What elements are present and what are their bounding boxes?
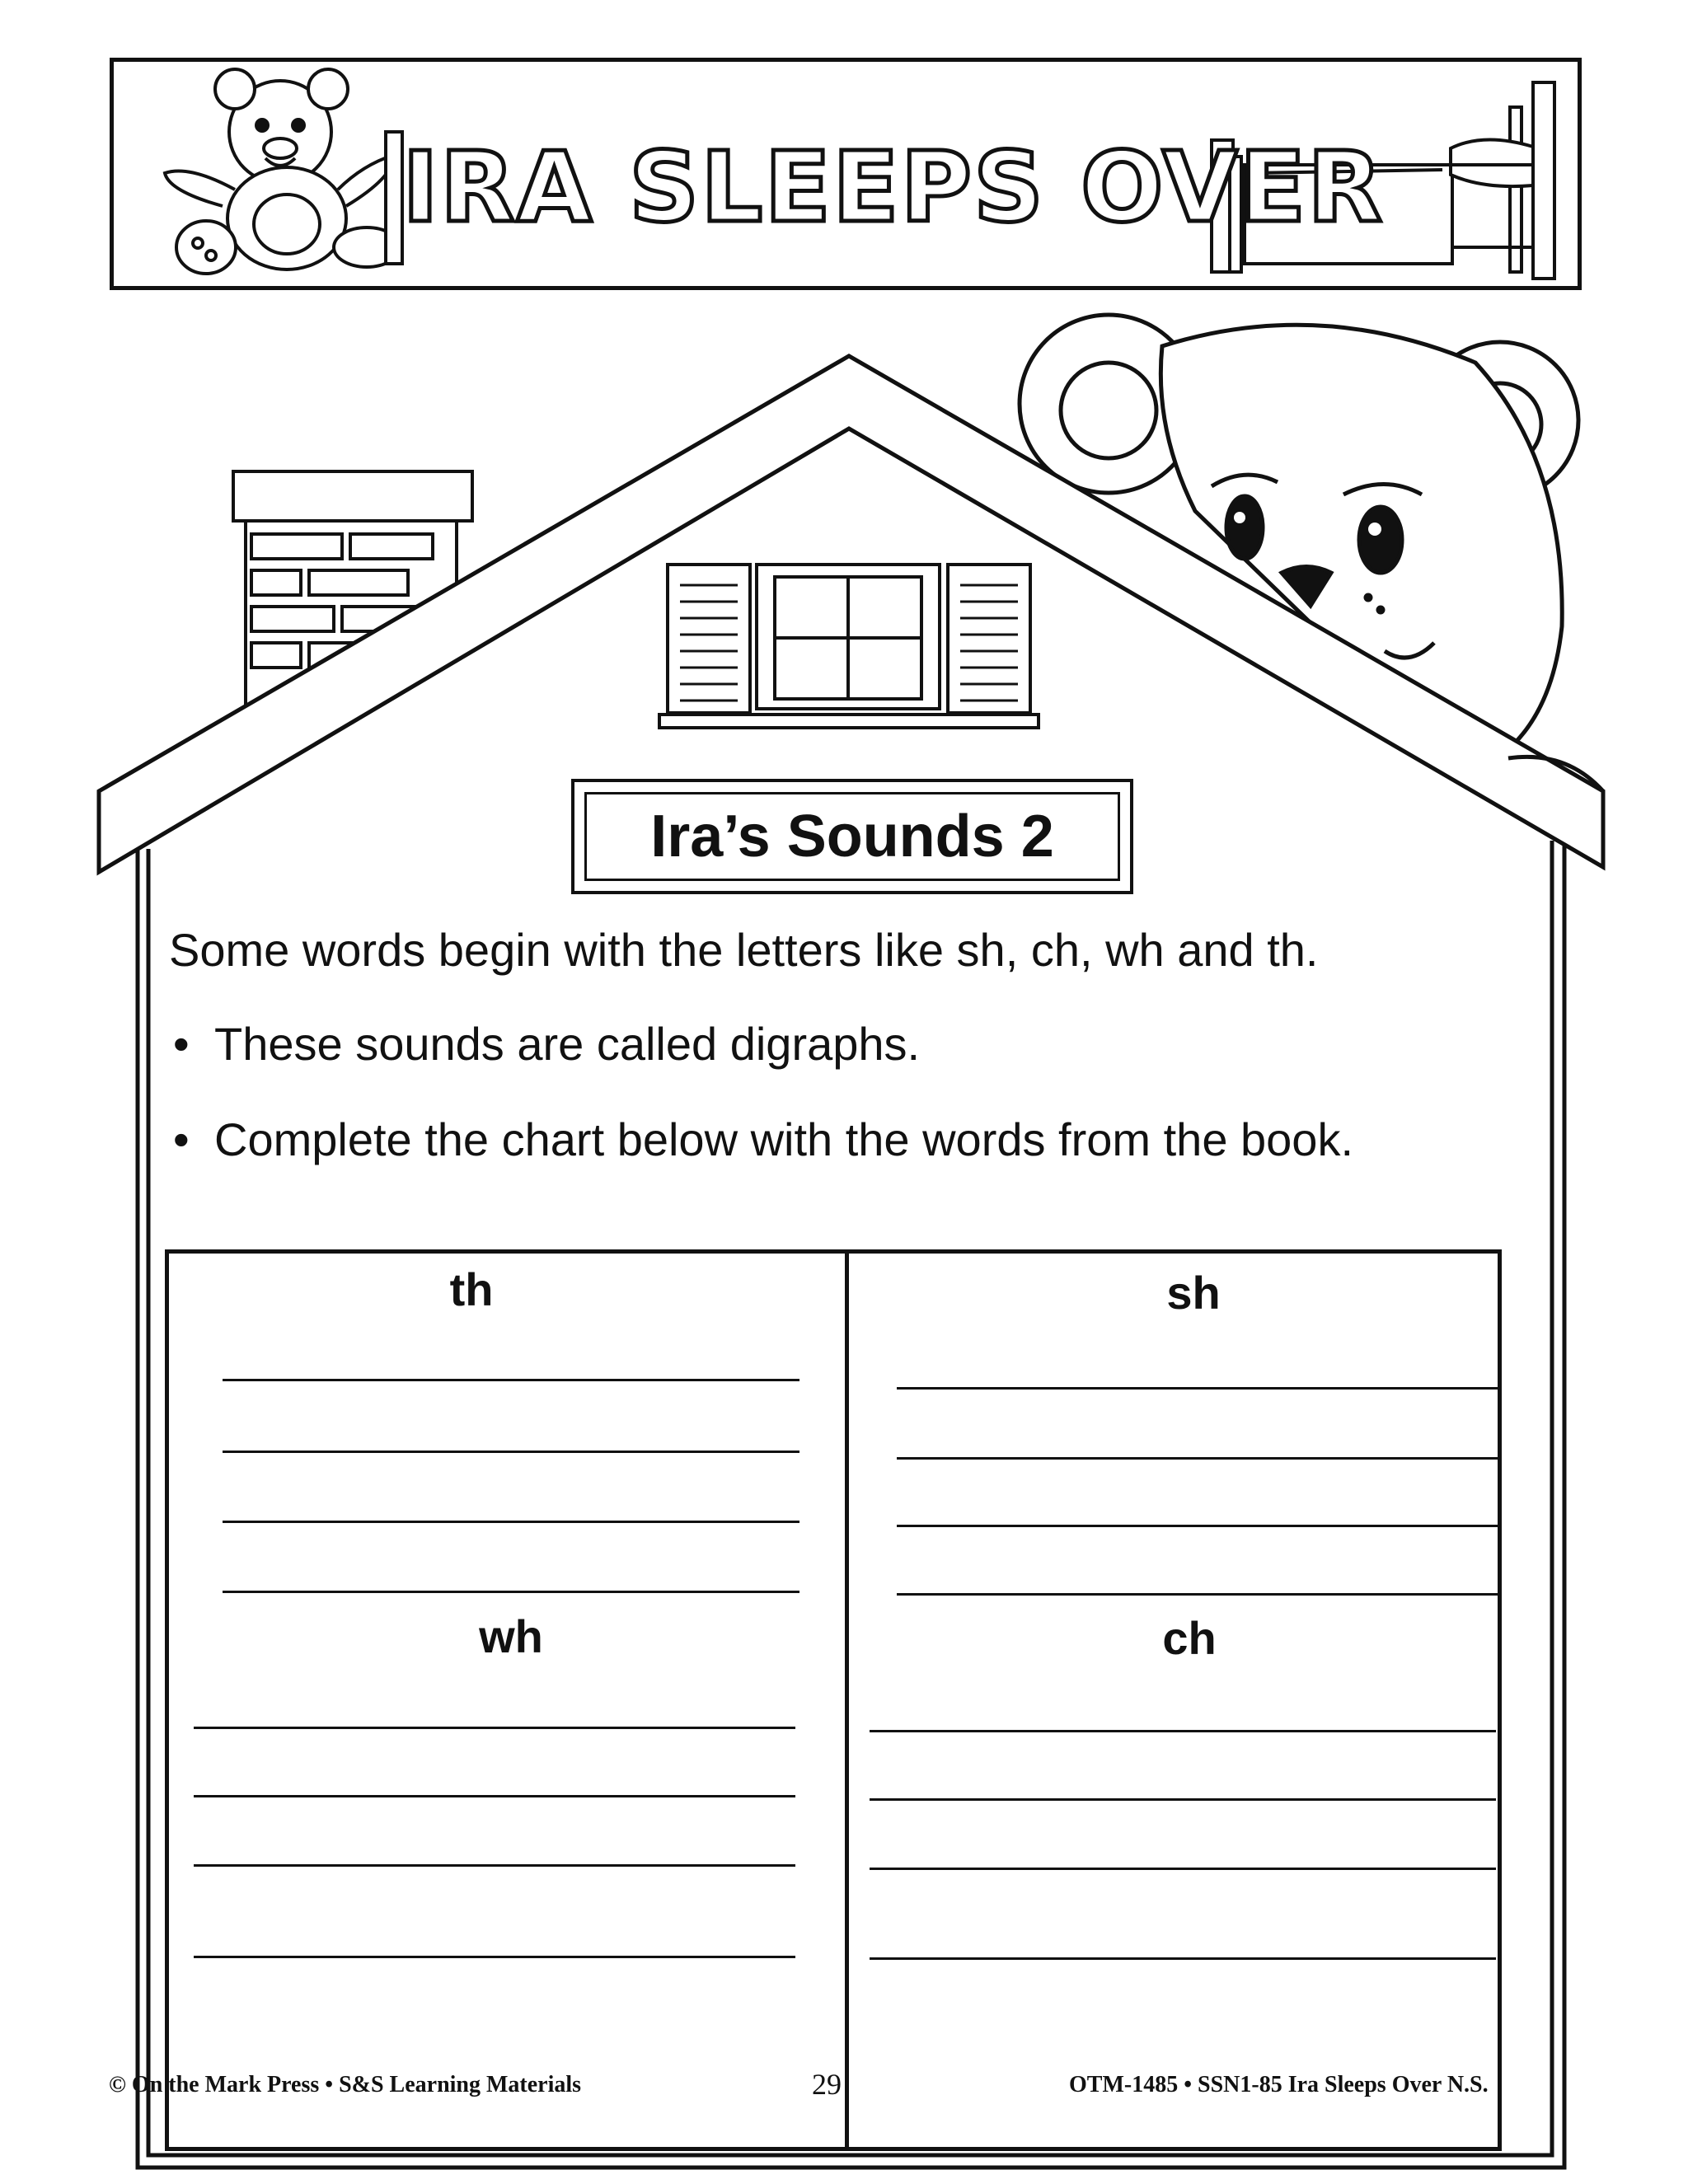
writing-line-sh[interactable] [897,1593,1498,1596]
chart-header-th: th [449,1263,494,1315]
footer-publisher: © On the Mark Press • S&S Learning Materials [109,2072,582,2097]
writing-line-wh[interactable] [194,1864,795,1867]
chart-header-sh: sh [1166,1267,1221,1319]
writing-line-ch[interactable] [870,1957,1496,1960]
writing-line-th[interactable] [223,1379,799,1381]
writing-line-sh[interactable] [897,1457,1498,1460]
intro-text: Some words begin with the letters like sh, ch, wh and th. [169,924,1319,976]
writing-line-ch[interactable] [870,1798,1496,1801]
writing-line-wh[interactable] [194,1956,795,1958]
digraph-chart [165,1249,1502,2151]
writing-line-wh[interactable] [194,1795,795,1797]
page-number: 29 [812,2068,842,2101]
banner-title: IRA SLEEPS OVER [402,130,1385,244]
chart-divider [845,1254,849,2147]
chart-header-wh: wh [479,1610,543,1662]
writing-line-ch[interactable] [870,1868,1496,1870]
footer-product-code: OTM-1485 • SSN1-85 Ira Sleeps Over N.S. [1069,2072,1489,2097]
writing-line-sh[interactable] [897,1387,1498,1390]
title-banner [110,58,1582,290]
writing-line-sh[interactable] [897,1525,1498,1527]
writing-line-wh[interactable] [194,1727,795,1729]
chart-header-ch: ch [1162,1612,1217,1664]
bullet-item: • Complete the chart below with the words from the book. [173,1111,1508,1169]
bullet-item: • These sounds are called digraphs. [173,1015,1508,1073]
attic-window-icon [659,565,1039,728]
writing-line-ch[interactable] [870,1730,1496,1732]
worksheet-title-box [571,779,1133,894]
writing-line-th[interactable] [223,1521,799,1523]
writing-line-th[interactable] [223,1591,799,1593]
writing-line-th[interactable] [223,1451,799,1453]
worksheet-title: Ira’s Sounds 2 [584,792,1120,881]
